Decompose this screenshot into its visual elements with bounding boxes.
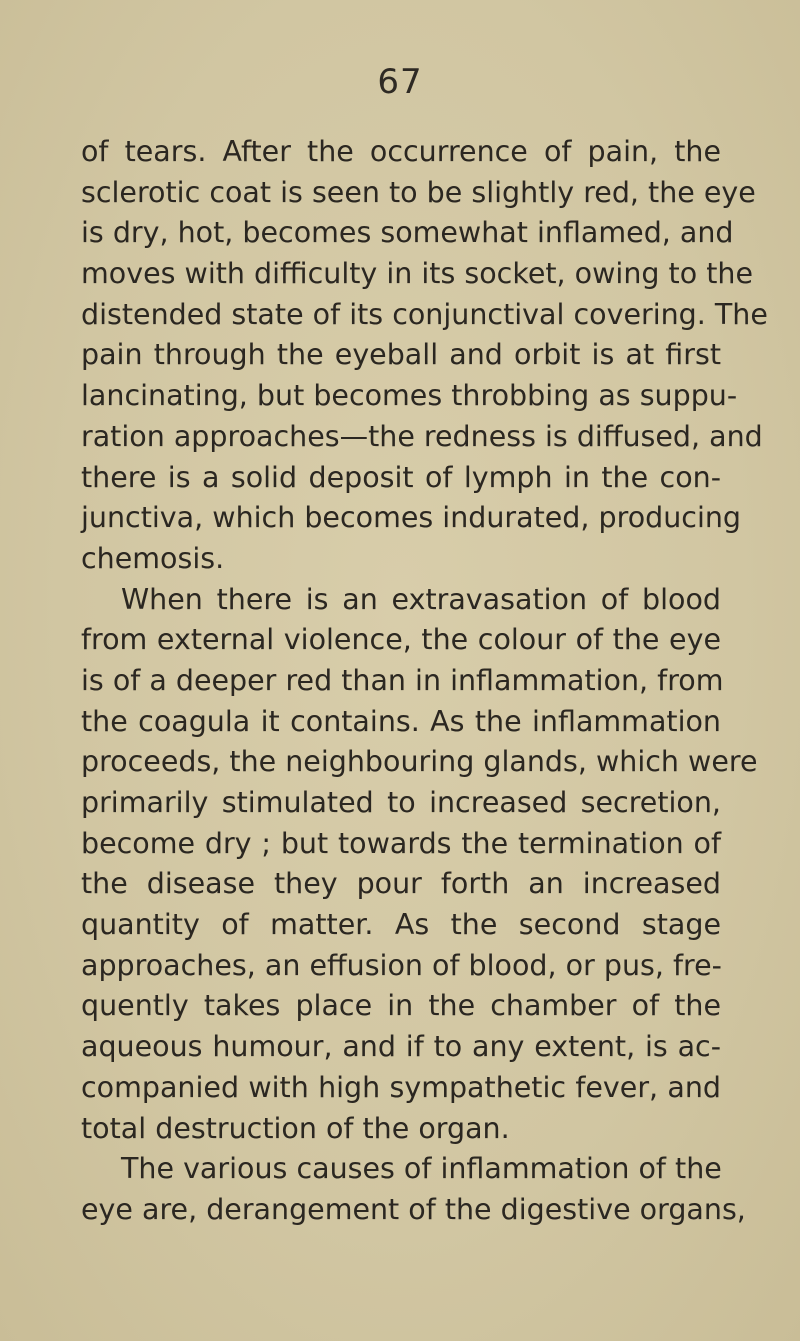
text-line: moves with difficulty in its socket, owing to the <box>81 257 753 291</box>
text-line: quantity of matter. As the second stage <box>81 908 721 942</box>
text-line: approaches, an effusion of blood, or pus, fre- <box>81 948 722 982</box>
text-line: When there is an extravasation of blood <box>121 582 721 616</box>
text-line: is of a deeper red than in inflammation, from <box>81 663 724 697</box>
text-line: ration approaches—the redness is diffused, and <box>81 419 763 453</box>
text-line: The various causes of inflammation of the <box>121 1152 722 1186</box>
text-line: total destruction of the organ. <box>81 1111 510 1145</box>
text-line: aqueous humour, and if to any extent, is ac- <box>81 1030 721 1064</box>
text-line: the coagula it contains. As the inflammation <box>81 704 721 738</box>
text-line: sclerotic coat is seen to be slightly red, the eye <box>81 175 756 209</box>
text-line: pain through the eyeball and orbit is at first <box>81 338 721 372</box>
text-line: from external violence, the colour of the eye <box>81 623 721 657</box>
text-line: there is a solid deposit of lymph in the con- <box>81 460 721 494</box>
text-line: junctiva, which becomes indurated, producing <box>81 501 742 535</box>
text-line: the disease they pour forth an increased <box>81 867 721 901</box>
text-line: quently takes place in the chamber of the <box>81 989 721 1023</box>
page-number: 67 <box>377 62 423 102</box>
text-line: of tears. After the occurrence of pain, the <box>81 135 721 168</box>
text-line: chemosis. <box>81 541 225 575</box>
text-line: eye are, derangement of the digestive organs, <box>81 1192 746 1226</box>
text-line: lancinating, but becomes throbbing as suppu- <box>81 379 738 413</box>
text-line: primarily stimulated to increased secretion, <box>81 786 721 819</box>
text-line: distended state of its conjunctival covering. The <box>81 297 768 331</box>
text-line: is dry, hot, becomes somewhat inflamed, and <box>81 216 734 250</box>
text-line: proceeds, the neighbouring glands, which were <box>81 745 758 779</box>
body-text <box>81 132 768 1231</box>
text-line: become dry ; but towards the termination of <box>81 826 721 860</box>
text-line: companied with high sympathetic fever, and <box>81 1070 721 1104</box>
